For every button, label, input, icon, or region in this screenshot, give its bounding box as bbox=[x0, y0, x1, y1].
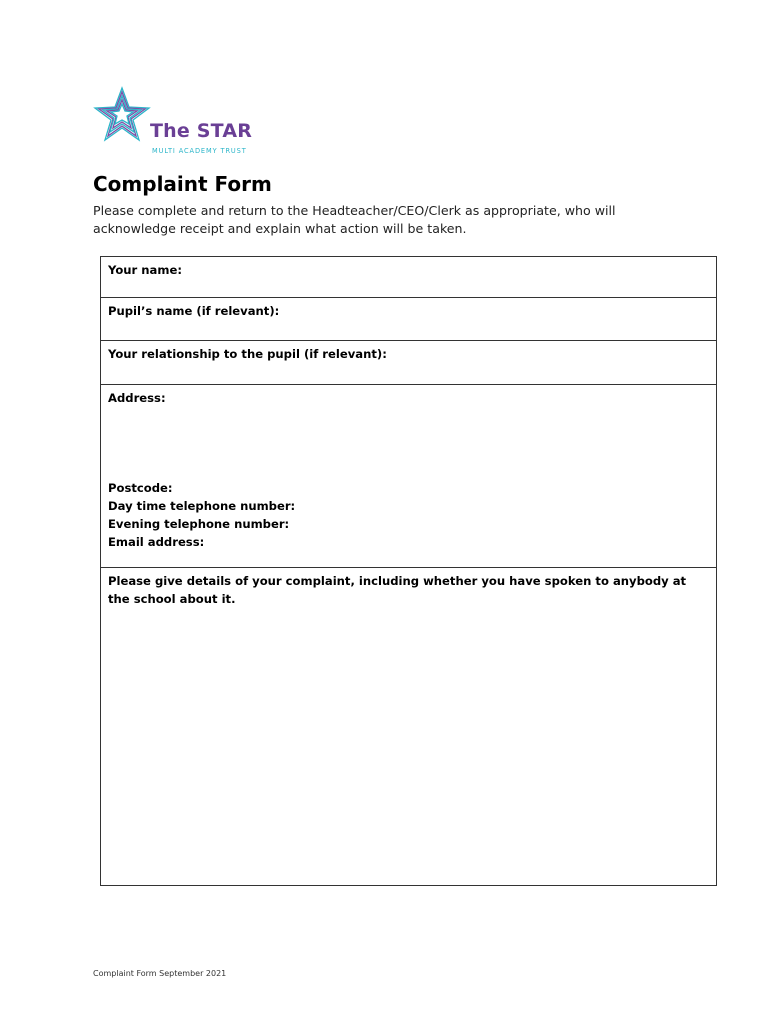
logo-title: The STAR bbox=[150, 120, 253, 142]
relationship-label: Your relationship to the pupil (if relevant): bbox=[108, 347, 387, 361]
day-phone-label: Day time telephone number: bbox=[108, 499, 296, 513]
footer-text: Complaint Form September 2021 bbox=[93, 969, 227, 978]
page-title: Complaint Form bbox=[93, 172, 272, 196]
pupil-name-label: Pupil’s name (if relevant): bbox=[108, 304, 280, 318]
evening-phone-label: Evening telephone number: bbox=[108, 517, 290, 531]
your-name-field[interactable] bbox=[101, 257, 716, 298]
pupil-name-field[interactable] bbox=[101, 298, 716, 341]
trust-logo bbox=[92, 86, 267, 158]
contact-details-field[interactable] bbox=[101, 385, 716, 568]
complaint-details-label: Please give details of your complaint, including whether you have spoken to anybody at the school about it. bbox=[108, 574, 687, 606]
relationship-field[interactable] bbox=[101, 341, 716, 385]
star-logo-icon bbox=[92, 86, 152, 146]
intro-text: Please complete and return to the Headteacher/CEO/Clerk as appropriate, who will acknowledge receipt and explain what action will be taken. bbox=[93, 203, 616, 236]
address-label: Address: bbox=[108, 391, 166, 405]
address-space bbox=[108, 407, 708, 479]
complaint-form-table bbox=[100, 256, 717, 886]
logo-subtitle: MULTI ACADEMY TRUST bbox=[152, 147, 247, 155]
email-label: Email address: bbox=[108, 535, 205, 549]
postcode-label: Postcode: bbox=[108, 481, 173, 495]
your-name-label: Your name: bbox=[108, 263, 182, 277]
complaint-details-field[interactable] bbox=[101, 568, 716, 885]
